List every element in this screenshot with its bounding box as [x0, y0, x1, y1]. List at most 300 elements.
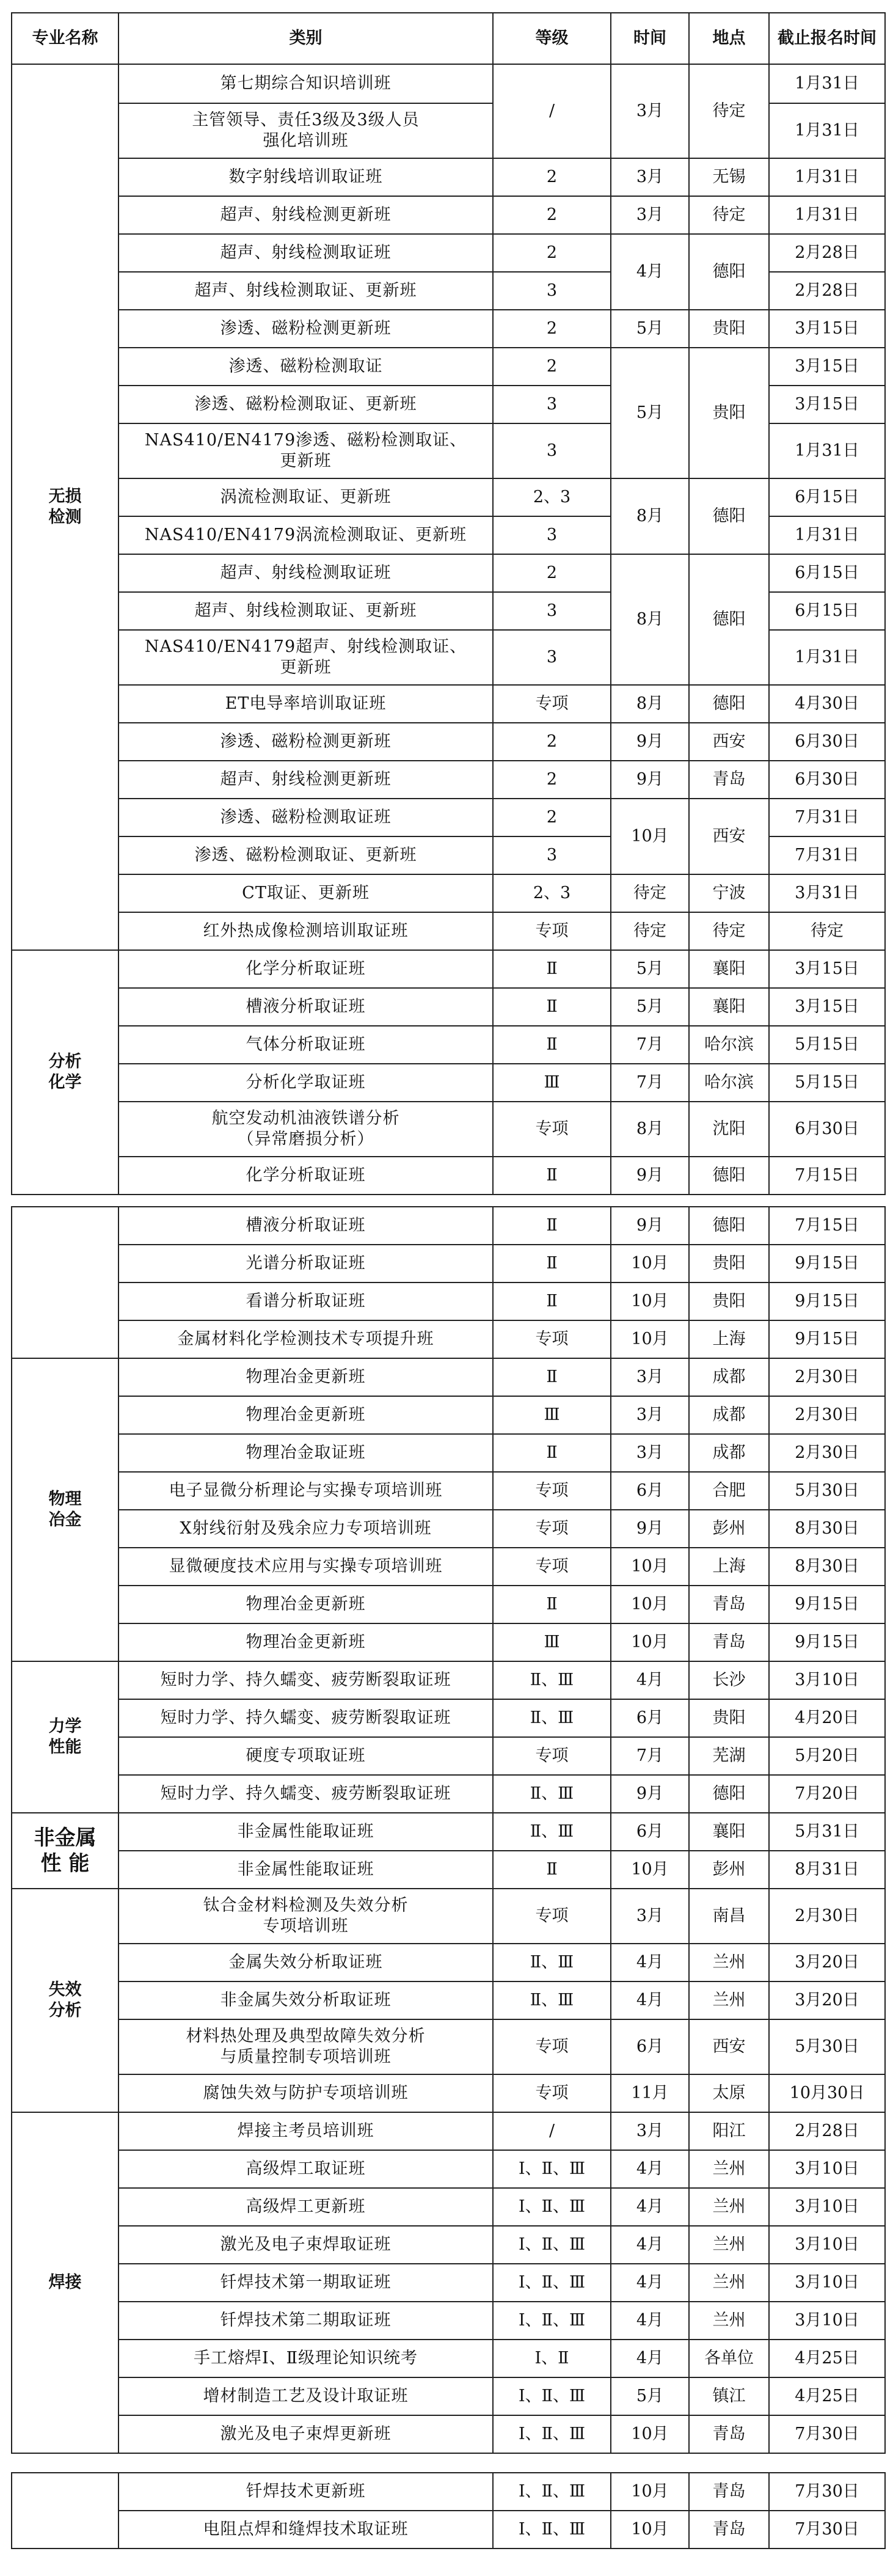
course-level: Ⅱ: [493, 1207, 611, 1245]
course-deadline: 待定: [769, 912, 885, 950]
table-row: [12, 799, 885, 836]
course-deadline: 10月30日: [769, 2074, 885, 2112]
course-name: 增材制造工艺及设计取证班: [118, 2377, 493, 2415]
course-deadline: 3月10日: [769, 2264, 885, 2302]
table-row: [12, 2473, 885, 2511]
course-deadline: 7月30日: [769, 2415, 885, 2453]
course-deadline: 3月10日: [769, 2188, 885, 2226]
table-row: [12, 912, 885, 950]
course-time: 4月: [611, 2226, 689, 2264]
course-time: 8月: [611, 478, 689, 554]
course-deadline: 4月25日: [769, 2377, 885, 2415]
course-place: 哈尔滨: [689, 1026, 769, 1064]
course-place: 西安: [689, 799, 769, 874]
course-deadline: 1月31日: [769, 516, 885, 554]
course-level: Ⅱ: [493, 1157, 611, 1195]
course-place: 哈尔滨: [689, 1064, 769, 1102]
course-level: 2: [493, 310, 611, 348]
course-time: 8月: [611, 554, 689, 685]
table-row: [12, 2264, 885, 2302]
course-place: 德阳: [689, 234, 769, 310]
course-name: 气体分析取证班: [118, 1026, 493, 1064]
course-name: 看谱分析取证班: [118, 1283, 493, 1320]
course-place: 贵阳: [689, 348, 769, 478]
course-deadline: 4月25日: [769, 2340, 885, 2377]
course-deadline: 8月30日: [769, 1548, 885, 1586]
course-deadline: 6月15日: [769, 592, 885, 630]
table-row: [12, 2188, 885, 2226]
course-place: 西安: [689, 723, 769, 761]
course-place: 太原: [689, 2074, 769, 2112]
course-time: 9月: [611, 723, 689, 761]
course-time: 4月: [611, 2340, 689, 2377]
course-name: 材料热处理及典型故障失效分析 与质量控制专项培训班: [118, 2019, 493, 2074]
course-time: 4月: [611, 2302, 689, 2340]
course-level: Ⅰ、Ⅱ: [493, 2340, 611, 2377]
course-name: X射线衍射及残余应力专项培训班: [118, 1510, 493, 1548]
category-continued: [12, 1207, 118, 1358]
course-place: 青岛: [689, 2473, 769, 2511]
course-name: 超声、射线检测取证、更新班: [118, 272, 493, 310]
course-place: 芜湖: [689, 1737, 769, 1775]
table-row: [12, 1472, 885, 1510]
course-level: Ⅲ: [493, 1396, 611, 1434]
course-level: 3: [493, 836, 611, 874]
course-place: 贵阳: [689, 1699, 769, 1737]
header-course: 类别: [118, 13, 493, 64]
course-place: 德阳: [689, 685, 769, 723]
course-level: 2、3: [493, 874, 611, 912]
course-place: 德阳: [689, 1207, 769, 1245]
course-level: Ⅰ、Ⅱ、Ⅲ: [493, 2302, 611, 2340]
course-place: 青岛: [689, 1586, 769, 1623]
course-name: 腐蚀失效与防护专项培训班: [118, 2074, 493, 2112]
course-level: Ⅰ、Ⅱ、Ⅲ: [493, 2415, 611, 2453]
course-time: 5月: [611, 348, 689, 478]
course-place: 成都: [689, 1396, 769, 1434]
table-row: [12, 1981, 885, 2019]
course-name: 超声、射线检测取证、更新班: [118, 592, 493, 630]
course-place: 贵阳: [689, 1283, 769, 1320]
course-name: 短时力学、持久蠕变、疲劳断裂取证班: [118, 1661, 493, 1699]
course-name: 金属材料化学检测技术专项提升班: [118, 1320, 493, 1358]
course-time: 3月: [611, 1396, 689, 1434]
course-deadline: 5月31日: [769, 1813, 885, 1851]
course-time: 3月: [611, 2112, 689, 2150]
table-row: [12, 2415, 885, 2453]
table-row: [12, 685, 885, 723]
course-deadline: 1月31日: [769, 103, 885, 158]
course-level: Ⅲ: [493, 1623, 611, 1661]
course-time: 7月: [611, 1026, 689, 1064]
category-physical-metallurgy: 物理 冶金: [12, 1358, 118, 1661]
course-level: 3: [493, 630, 611, 685]
course-deadline: 4月30日: [769, 685, 885, 723]
course-deadline: 7月30日: [769, 2511, 885, 2549]
course-time: 4月: [611, 1981, 689, 2019]
course-place: 成都: [689, 1434, 769, 1472]
course-deadline: 9月15日: [769, 1623, 885, 1661]
course-deadline: 2月30日: [769, 1396, 885, 1434]
table-row: [12, 950, 885, 988]
table-row: [12, 1944, 885, 1981]
table-row: [12, 2074, 885, 2112]
course-deadline: 7月30日: [769, 2473, 885, 2511]
course-name: 非金属性能取证班: [118, 1813, 493, 1851]
course-level: Ⅰ、Ⅱ、Ⅲ: [493, 2264, 611, 2302]
table-row: [12, 196, 885, 234]
course-deadline: 2月30日: [769, 1434, 885, 1472]
course-time: 4月: [611, 2264, 689, 2302]
table-row: [12, 348, 885, 386]
course-time: 10月: [611, 2415, 689, 2453]
course-place: 彭州: [689, 1510, 769, 1548]
course-time: 8月: [611, 685, 689, 723]
course-time: 4月: [611, 1661, 689, 1699]
course-place: 各单位: [689, 2340, 769, 2377]
course-name: 第七期综合知识培训班: [118, 64, 493, 103]
course-name: 短时力学、持久蠕变、疲劳断裂取证班: [118, 1775, 493, 1813]
course-place: 青岛: [689, 1623, 769, 1661]
table-row: [12, 310, 885, 348]
course-place: 德阳: [689, 554, 769, 685]
course-place: 兰州: [689, 2302, 769, 2340]
course-level: Ⅰ、Ⅱ、Ⅲ: [493, 2473, 611, 2511]
table-row: [12, 1320, 885, 1358]
course-deadline: 3月10日: [769, 2302, 885, 2340]
course-time: 7月: [611, 1737, 689, 1775]
table-row: [12, 1245, 885, 1283]
course-name: 短时力学、持久蠕变、疲劳断裂取证班: [118, 1699, 493, 1737]
course-name: 渗透、磁粉检测取证、更新班: [118, 386, 493, 423]
header-place: 地点: [689, 13, 769, 64]
course-level: 3: [493, 423, 611, 478]
course-level: /: [493, 64, 611, 158]
schedule-table-part-3: [11, 2472, 886, 2549]
course-name: 非金属性能取证班: [118, 1851, 493, 1889]
course-level: Ⅱ、Ⅲ: [493, 1699, 611, 1737]
course-name: 分析化学取证班: [118, 1064, 493, 1102]
table-row: [12, 234, 885, 272]
course-time: 4月: [611, 2150, 689, 2188]
course-deadline: 2月28日: [769, 272, 885, 310]
course-level: 3: [493, 516, 611, 554]
course-deadline: 1月31日: [769, 158, 885, 196]
course-place: 无锡: [689, 158, 769, 196]
course-level: 专项: [493, 1472, 611, 1510]
course-level: Ⅱ: [493, 1434, 611, 1472]
course-level: 专项: [493, 2074, 611, 2112]
course-place: 襄阳: [689, 950, 769, 988]
course-deadline: 7月31日: [769, 836, 885, 874]
course-deadline: 9月15日: [769, 1320, 885, 1358]
course-level: 2: [493, 554, 611, 592]
table-row: [12, 1699, 885, 1737]
course-name: 渗透、磁粉检测取证: [118, 348, 493, 386]
course-name: 渗透、磁粉检测更新班: [118, 310, 493, 348]
course-level: 3: [493, 272, 611, 310]
course-place: 德阳: [689, 1775, 769, 1813]
course-place: 待定: [689, 64, 769, 158]
course-name: 手工熔焊Ⅰ、Ⅱ级理论知识统考: [118, 2340, 493, 2377]
course-deadline: 5月15日: [769, 1064, 885, 1102]
course-time: 6月: [611, 1472, 689, 1510]
category-mechanical-properties: 力学 性能: [12, 1661, 118, 1813]
course-level: 专项: [493, 1889, 611, 1944]
course-time: 5月: [611, 2377, 689, 2415]
course-place: 沈阳: [689, 1102, 769, 1157]
course-name: 显微硬度技术应用与实操专项培训班: [118, 1548, 493, 1586]
course-deadline: 3月15日: [769, 988, 885, 1026]
table-row: [12, 2511, 885, 2549]
course-name: 超声、射线检测取证班: [118, 234, 493, 272]
course-level: Ⅱ: [493, 1358, 611, 1396]
table-row: [12, 1396, 885, 1434]
course-name: 钎焊技术更新班: [118, 2473, 493, 2511]
category-continued: [12, 2473, 118, 2549]
course-name: 高级焊工更新班: [118, 2188, 493, 2226]
course-deadline: 2月30日: [769, 1889, 885, 1944]
course-level: Ⅱ: [493, 1283, 611, 1320]
course-deadline: 6月15日: [769, 478, 885, 516]
course-level: 2: [493, 799, 611, 836]
course-level: Ⅱ: [493, 1851, 611, 1889]
course-deadline: 4月20日: [769, 1699, 885, 1737]
course-time: 10月: [611, 1320, 689, 1358]
course-deadline: 3月20日: [769, 1944, 885, 1981]
course-name: 渗透、磁粉检测更新班: [118, 723, 493, 761]
course-time: 4月: [611, 1944, 689, 1981]
course-deadline: 2月28日: [769, 2112, 885, 2150]
course-deadline: 7月15日: [769, 1207, 885, 1245]
course-time: 10月: [611, 2511, 689, 2549]
course-level: 专项: [493, 1102, 611, 1157]
course-level: /: [493, 2112, 611, 2150]
course-time: 10月: [611, 2473, 689, 2511]
course-time: 9月: [611, 1510, 689, 1548]
table-row: [12, 1737, 885, 1775]
course-level: 专项: [493, 1320, 611, 1358]
table-row: [12, 2302, 885, 2340]
table-row: [12, 1283, 885, 1320]
course-place: 南昌: [689, 1889, 769, 1944]
course-name: 数字射线培训取证班: [118, 158, 493, 196]
table-row: [12, 2112, 885, 2150]
course-time: 10月: [611, 799, 689, 874]
table-row: [12, 2150, 885, 2188]
table-row: [12, 1775, 885, 1813]
course-deadline: 1月31日: [769, 630, 885, 685]
course-name: CT取证、更新班: [118, 874, 493, 912]
course-level: 2: [493, 196, 611, 234]
course-level: Ⅱ: [493, 1586, 611, 1623]
course-place: 宁波: [689, 874, 769, 912]
course-place: 上海: [689, 1548, 769, 1586]
course-name: 主管领导、责任3级及3级人员 强化培训班: [118, 103, 493, 158]
course-place: 上海: [689, 1320, 769, 1358]
course-time: 9月: [611, 1207, 689, 1245]
table-row: [12, 478, 885, 516]
course-name: 超声、射线检测取证班: [118, 554, 493, 592]
course-deadline: 3月15日: [769, 348, 885, 386]
course-name: 渗透、磁粉检测取证班: [118, 799, 493, 836]
course-time: 6月: [611, 2019, 689, 2074]
course-name: 激光及电子束焊取证班: [118, 2226, 493, 2264]
course-deadline: 3月15日: [769, 386, 885, 423]
course-deadline: 7月15日: [769, 1157, 885, 1195]
course-deadline: 9月15日: [769, 1283, 885, 1320]
course-level: 专项: [493, 912, 611, 950]
course-level: Ⅲ: [493, 1064, 611, 1102]
course-time: 10月: [611, 1586, 689, 1623]
course-place: 青岛: [689, 2415, 769, 2453]
course-time: 8月: [611, 1102, 689, 1157]
table-row: [12, 158, 885, 196]
category-welding: 焊接: [12, 2112, 118, 2453]
course-deadline: 3月31日: [769, 874, 885, 912]
course-name: 渗透、磁粉检测取证、更新班: [118, 836, 493, 874]
table-row: [12, 1661, 885, 1699]
course-place: 彭州: [689, 1851, 769, 1889]
course-place: 贵阳: [689, 310, 769, 348]
course-deadline: 9月15日: [769, 1586, 885, 1623]
table-row: [12, 1434, 885, 1472]
course-time: 5月: [611, 950, 689, 988]
table-row: [12, 874, 885, 912]
table-row: [12, 1548, 885, 1586]
table-row: [12, 1102, 885, 1157]
course-level: Ⅱ、Ⅲ: [493, 1661, 611, 1699]
course-deadline: 1月31日: [769, 423, 885, 478]
course-place: 贵阳: [689, 1245, 769, 1283]
course-time: 3月: [611, 1889, 689, 1944]
header-time: 时间: [611, 13, 689, 64]
course-time: 3月: [611, 64, 689, 158]
course-name: 物理冶金更新班: [118, 1586, 493, 1623]
course-level: Ⅱ: [493, 1245, 611, 1283]
table-row: [12, 1623, 885, 1661]
course-deadline: 9月15日: [769, 1245, 885, 1283]
course-time: 3月: [611, 1358, 689, 1396]
table-row: [12, 1510, 885, 1548]
course-time: 9月: [611, 761, 689, 799]
course-name: 物理冶金更新班: [118, 1396, 493, 1434]
course-deadline: 1月31日: [769, 64, 885, 103]
course-name: 涡流检测取证、更新班: [118, 478, 493, 516]
header-deadline: 截止报名时间: [769, 13, 885, 64]
course-time: 9月: [611, 1775, 689, 1813]
table-row: [12, 2019, 885, 2074]
course-place: 西安: [689, 2019, 769, 2074]
course-level: Ⅱ: [493, 1026, 611, 1064]
table-row: [12, 2377, 885, 2415]
course-name: 物理冶金更新班: [118, 1358, 493, 1396]
course-place: 青岛: [689, 761, 769, 799]
course-name: 非金属失效分析取证班: [118, 1981, 493, 2019]
course-deadline: 3月20日: [769, 1981, 885, 2019]
course-time: 10月: [611, 1245, 689, 1283]
course-place: 兰州: [689, 2264, 769, 2302]
table-row: [12, 761, 885, 799]
course-place: 合肥: [689, 1472, 769, 1510]
course-name: 航空发动机油液铁谱分析 （异常磨损分析）: [118, 1102, 493, 1157]
course-name: 金属失效分析取证班: [118, 1944, 493, 1981]
course-deadline: 6月30日: [769, 723, 885, 761]
course-name: 化学分析取证班: [118, 1157, 493, 1195]
course-time: 7月: [611, 1064, 689, 1102]
course-time: 5月: [611, 988, 689, 1026]
course-level: Ⅱ: [493, 988, 611, 1026]
course-name: 钎焊技术第二期取证班: [118, 2302, 493, 2340]
course-level: 专项: [493, 685, 611, 723]
course-name: 红外热成像检测培训取证班: [118, 912, 493, 950]
course-level: Ⅰ、Ⅱ、Ⅲ: [493, 2150, 611, 2188]
course-level: 3: [493, 386, 611, 423]
course-name: 电阻点焊和缝焊技术取证班: [118, 2511, 493, 2549]
course-deadline: 3月15日: [769, 950, 885, 988]
course-name: 高级焊工取证班: [118, 2150, 493, 2188]
course-name: 激光及电子束焊更新班: [118, 2415, 493, 2453]
course-level: 专项: [493, 1510, 611, 1548]
course-time: 待定: [611, 874, 689, 912]
course-time: 3月: [611, 196, 689, 234]
course-level: Ⅰ、Ⅱ、Ⅲ: [493, 2511, 611, 2549]
category-analytical-chemistry: 分析 化学: [12, 950, 118, 1195]
course-time: 3月: [611, 1434, 689, 1472]
course-deadline: 3月10日: [769, 2226, 885, 2264]
course-level: 专项: [493, 1737, 611, 1775]
header-level: 等级: [493, 13, 611, 64]
course-time: 4月: [611, 234, 689, 310]
course-level: Ⅱ: [493, 950, 611, 988]
course-deadline: 3月10日: [769, 1661, 885, 1699]
course-time: 6月: [611, 1813, 689, 1851]
course-deadline: 7月20日: [769, 1775, 885, 1813]
course-place: 兰州: [689, 1944, 769, 1981]
course-name: 电子显微分析理论与实操专项培训班: [118, 1472, 493, 1510]
course-deadline: 8月31日: [769, 1851, 885, 1889]
table-row: [12, 2340, 885, 2377]
course-place: 兰州: [689, 2226, 769, 2264]
course-name: 焊接主考员培训班: [118, 2112, 493, 2150]
table-row: [12, 1207, 885, 1245]
header-row: [12, 13, 885, 64]
course-time: 5月: [611, 310, 689, 348]
course-place: 待定: [689, 912, 769, 950]
course-level: 2、3: [493, 478, 611, 516]
course-time: 10月: [611, 1623, 689, 1661]
table-row: [12, 1064, 885, 1102]
course-name: 光谱分析取证班: [118, 1245, 493, 1283]
table-row: [12, 1026, 885, 1064]
table-row: [12, 1157, 885, 1195]
course-name: NAS410/EN4179超声、射线检测取证、 更新班: [118, 630, 493, 685]
course-place: 待定: [689, 196, 769, 234]
course-name: 槽液分析取证班: [118, 988, 493, 1026]
table-row: [12, 64, 885, 103]
course-name: NAS410/EN4179渗透、磁粉检测取证、 更新班: [118, 423, 493, 478]
schedule-table-part-1: [11, 12, 886, 1195]
course-time: 10月: [611, 1851, 689, 1889]
course-place: 青岛: [689, 2511, 769, 2549]
course-place: 兰州: [689, 1981, 769, 2019]
table-row: [12, 1586, 885, 1623]
course-place: 长沙: [689, 1661, 769, 1699]
course-place: 襄阳: [689, 988, 769, 1026]
course-name: NAS410/EN4179涡流检测取证、更新班: [118, 516, 493, 554]
course-level: 3: [493, 592, 611, 630]
course-place: 阳江: [689, 2112, 769, 2150]
